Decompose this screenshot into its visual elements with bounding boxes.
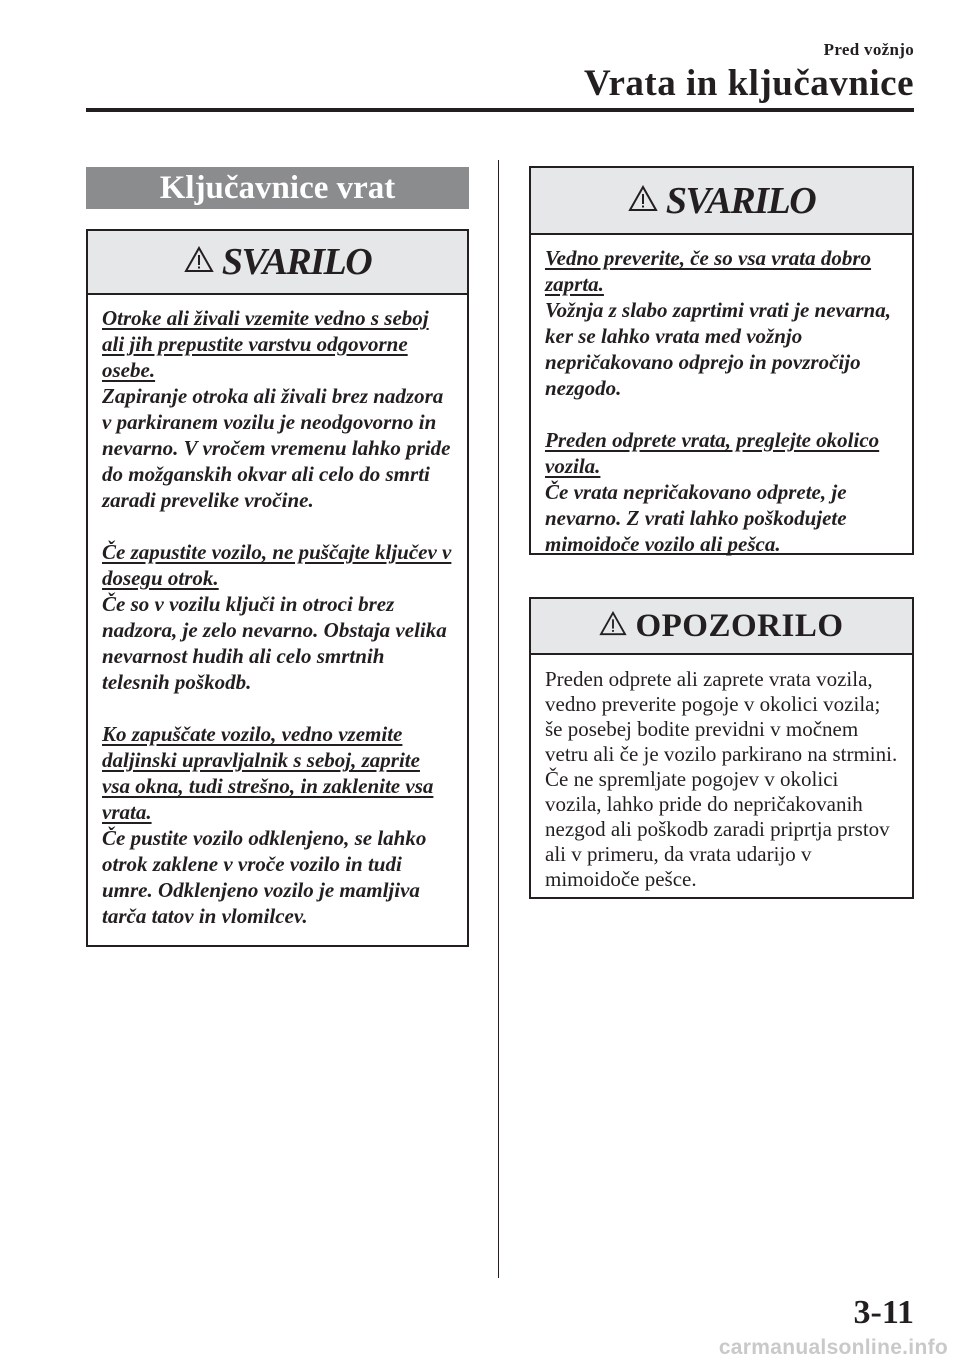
column-divider bbox=[498, 160, 499, 1278]
warning-title: SVARILO bbox=[221, 241, 372, 283]
warning-box-left-body bbox=[88, 295, 467, 929]
warning-box-right-body bbox=[531, 235, 912, 557]
warning-paragraph bbox=[102, 305, 453, 513]
warning-title: SVARILO bbox=[665, 179, 816, 222]
warning-paragraph-heading: Ko zapuščate vozilo, vedno vzemite daljinski upravljalnik s seboj, zaprite vsa okna, tudi strešno, in zaklenite vsa vrata. bbox=[102, 722, 434, 824]
header-section-label: Pred vožnjo bbox=[823, 40, 914, 59]
warning-box-right bbox=[529, 166, 914, 555]
warning-paragraph-heading: Preden odprete vrata, preglejte okolico vozila. bbox=[545, 428, 880, 478]
warning-paragraph-text: Če vrata nepričakovano odprete, je nevarno. Z vrati lahko poškodujete mimoidoče vozilo ali pešca. bbox=[545, 480, 847, 556]
warning-paragraph bbox=[545, 427, 898, 557]
notice-box bbox=[529, 597, 914, 899]
warning-box-right-header bbox=[531, 168, 912, 235]
notice-text: Preden odprete ali zaprete vrata vozila, vedno preverite pogoje v okolici vozila; še posebej bodite previdni v močnem vetru ali če je vozilo parkirano na strmini. Če ne spremljate pogojev v okolici vozila, lahko pride do nepričakovanih nezgod ali poškodb zaradi priprtja prstov ali v primeru, da vrata udarijo v mimoidoče pešce. bbox=[545, 667, 898, 891]
warning-paragraph-text: Če so v vozilu ključi in otroci brez nadzora, je zelo nevarno. Obstaja velika nevarnost hudih ali celo smrtnih telesnih poškodb. bbox=[102, 592, 447, 694]
page-number: 3-11 bbox=[853, 1294, 914, 1331]
warning-paragraph-heading: Otroke ali živali vzemite vedno s seboj ali jih prepustite varstvu odgovorne osebe. bbox=[102, 306, 429, 382]
warning-paragraph-text: Če pustite vozilo odklenjeno, se lahko otrok zaklene v vroče vozilo in tudi umre. Odklenjeno vozilo je mamljiva tarča tatov in vlomilcev. bbox=[102, 826, 427, 928]
warning-paragraph-heading: Če zapustite vozilo, ne puščajte ključev v dosegu otrok. bbox=[102, 540, 452, 590]
warning-paragraph-heading: Vedno preverite, če so vsa vrata dobro zaprta. bbox=[545, 246, 872, 296]
header-rule bbox=[86, 108, 914, 112]
section-heading: Ključavnice vrat bbox=[86, 167, 469, 209]
notice-title: OPOZORILO bbox=[635, 607, 844, 644]
warning-triangle-icon bbox=[184, 246, 214, 278]
warning-paragraph-text: Vožnja z slabo zaprtimi vrati je nevarna, ker se lahko vrata med vožnjo nepričakovano odprejo in povzročijo nezgodo. bbox=[545, 298, 891, 400]
warning-triangle-icon bbox=[628, 185, 658, 217]
warning-paragraph bbox=[545, 245, 898, 401]
warning-triangle-icon bbox=[599, 611, 627, 641]
page-title: Vrata in ključavnice bbox=[584, 63, 914, 104]
warning-paragraph bbox=[102, 721, 453, 929]
warning-paragraph-text: Zapiranje otroka ali živali brez nadzora v parkiranem vozilu je neodgovorno in nevarno. V vročem vremenu lahko pride do možganskih okvar ali celo do smrti zaradi prevelike vročine. bbox=[102, 384, 451, 512]
warning-paragraph bbox=[102, 539, 453, 695]
warning-box-left-header bbox=[88, 231, 467, 295]
warning-box-left bbox=[86, 229, 469, 947]
watermark: carmanualsonline.info bbox=[718, 1336, 948, 1359]
notice-box-header bbox=[531, 599, 912, 655]
